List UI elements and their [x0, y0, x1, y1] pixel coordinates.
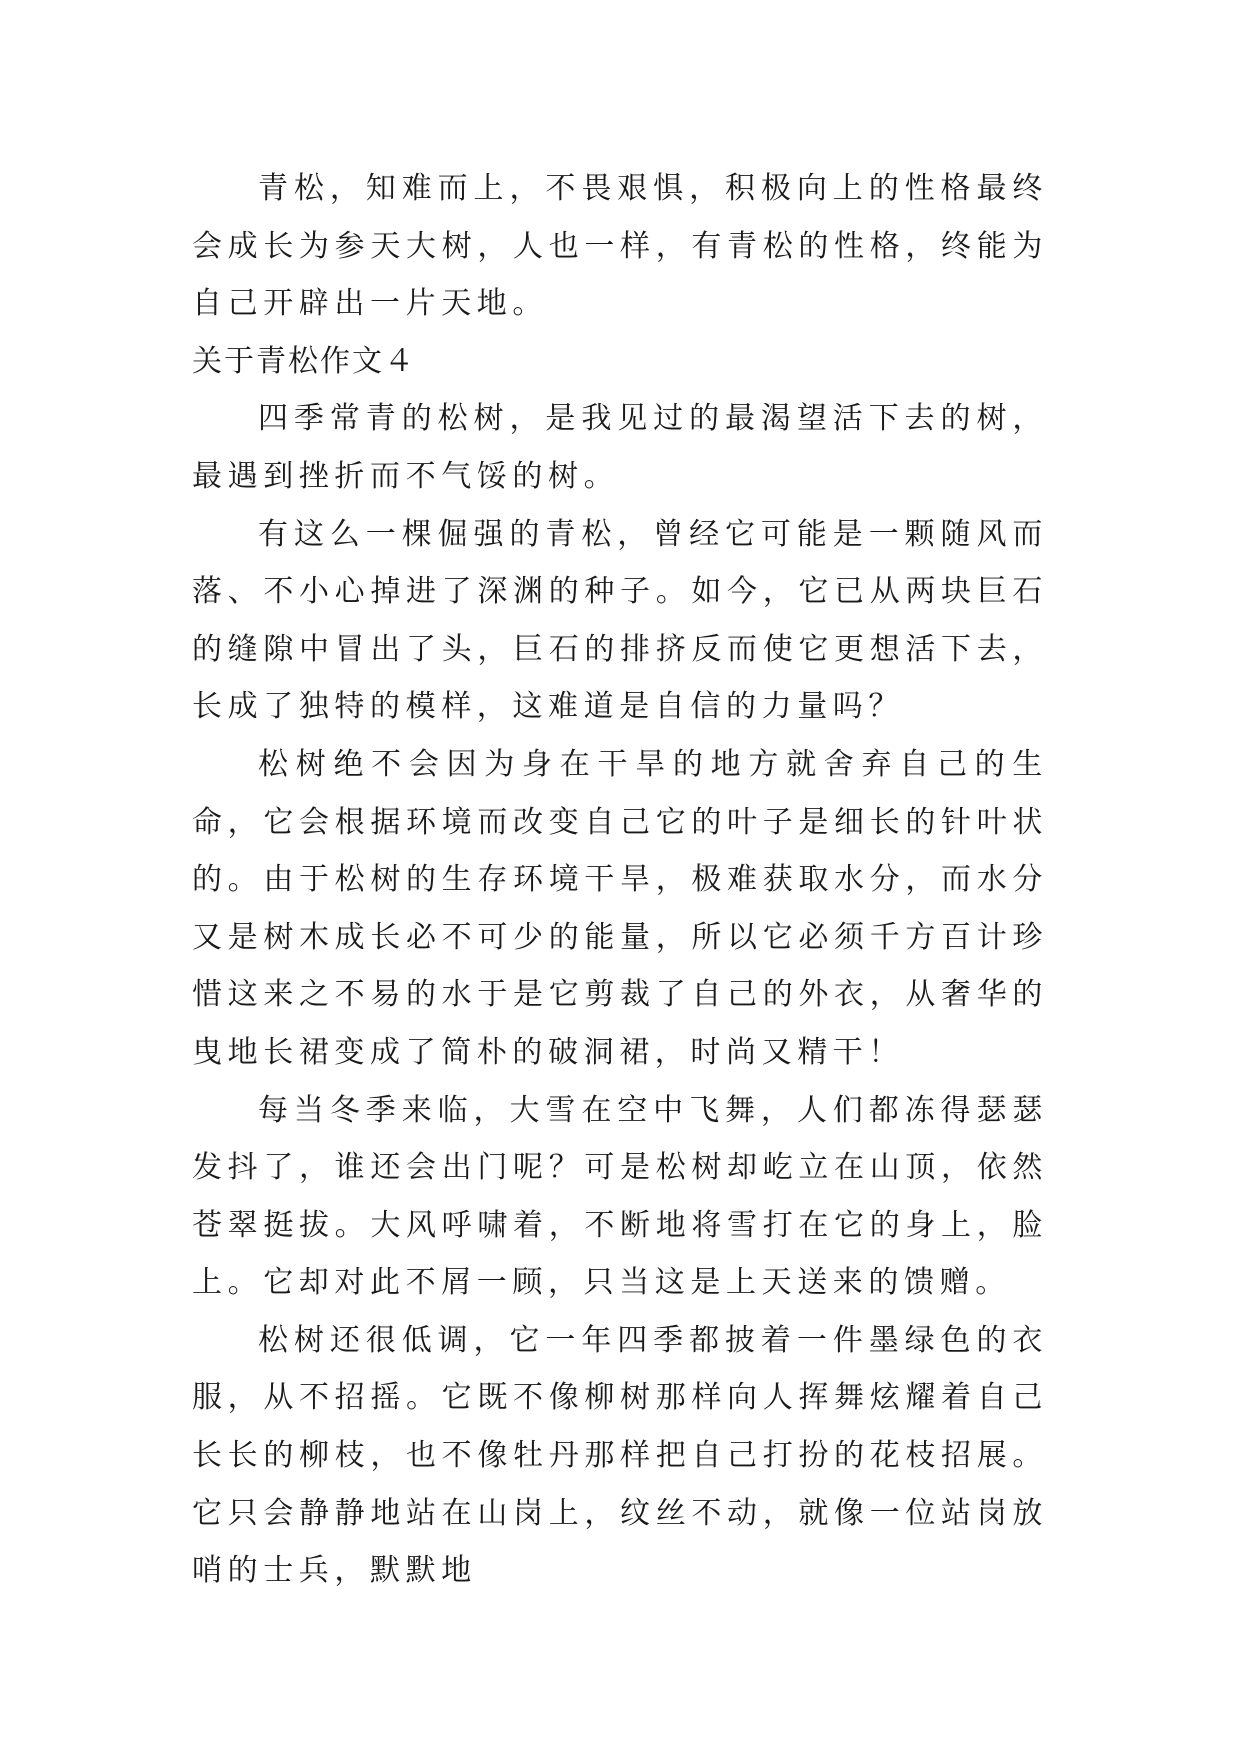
paragraph-4: 松树绝不会因为身在干旱的地方就舍弃自己的生命，它会根据环境而改变自己它的叶子是细长的针叶状的。由于松树的生存环境干旱，极难获取水分，而水分又是树木成长必不可少的能量，所以它必须千方百计珍惜这来之不易的水于是它剪裁了自己的外衣，从奢华的曳地长裙变成了简朴的破洞裙，时尚又精干！	[192, 746, 1048, 1070]
paragraph-2: 四季常青的松树，是我见过的最渴望活下去的树，最遇到挫折而不气馁的树。	[192, 401, 1048, 494]
paragraph-1: 青松，知难而上，不畏艰惧，积极向上的性格最终会成长为参天大树，人也一样，有青松的性格，终能为自己开辟出一片天地。	[192, 171, 1048, 322]
paragraph-6: 松树还很低调，它一年四季都披着一件墨绿色的衣服，从不招摇。它既不像柳树那样向人挥舞炫耀着自己长长的柳枝，也不像牡丹那样把自己打扮的花枝招展。它只会静静地站在山岗上，纹丝不动，就像一位站岗放哨的士兵，默默地	[192, 1322, 1048, 1589]
paragraph-5: 每当冬季来临，大雪在空中飞舞，人们都冻得瑟瑟发抖了，谁还会出门呢？可是松树却屹立在山顶，依然苍翠挺拔。大风呼啸着，不断地将雪打在它的身上，脸上。它却对此不屑一顾，只当这是上天送来的馈赠。	[192, 1092, 1048, 1301]
section-heading: 关于青松作文４	[192, 343, 416, 379]
paragraph-3: 有这么一棵倔强的青松，曾经它可能是一颗随风而落、不小心掉进了深渊的种子。如今，它已从两块巨石的缝隙中冒出了头，巨石的排挤反而使它更想活下去，长成了独特的模样，这难道是自信的力量吗？	[192, 516, 1048, 725]
document-body	[192, 160, 1048, 1600]
